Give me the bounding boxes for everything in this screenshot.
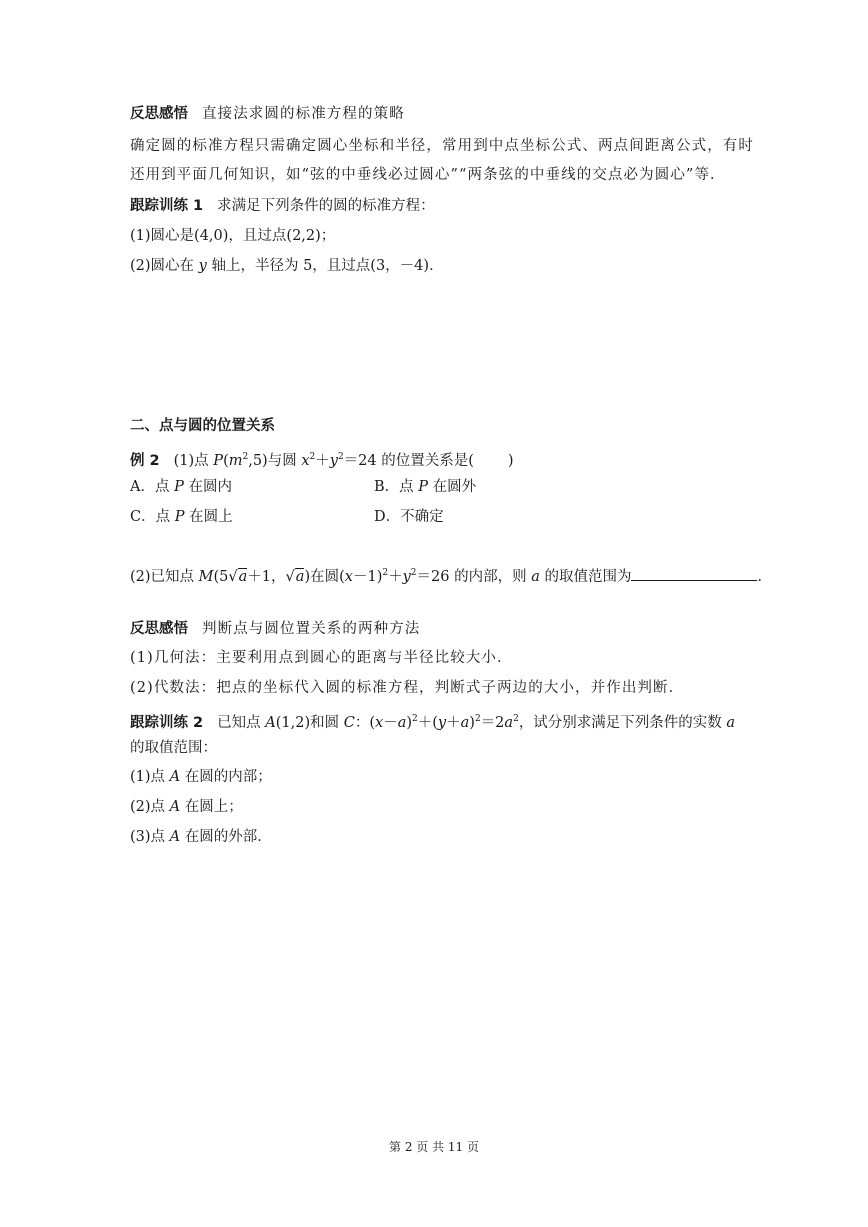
method-algebra: (2)代数法：把点的坐标代入圆的标准方程，判断式子两边的大小，并作出判断． [130, 680, 685, 696]
reflection-paragraph-line-1: 确定圆的标准方程只需确定圆心坐标和半径，常用到中点坐标公式、两点间距离公式，有时 [130, 138, 754, 154]
drill-1-item-2: (2)圆心在 y 轴上，半径为 5，且过点(3，－4)． [130, 258, 444, 274]
drill-2-cond-2: (2)点 A 在圆上； [130, 799, 243, 815]
drill-2-label: 跟踪训练 2 [130, 714, 204, 731]
drill-2-cond-1: (1)点 A 在圆的内部； [130, 769, 272, 785]
reflection-title: 反思感悟 [130, 106, 188, 122]
drill-2-line-2: 的取值范围： [130, 740, 217, 756]
answer-blank[interactable] [631, 566, 757, 581]
section-heading-point-circle: 二、点与圆的位置关系 [130, 418, 275, 434]
option-a: A．点 P 在圆内 [130, 479, 232, 495]
drill-1-item-1: (1)圆心是(4,0)，且过点(2,2)； [130, 228, 336, 244]
reflection-subtitle: 直接法求圆的标准方程的策略 [202, 106, 405, 122]
example-2-label: 例 2 [130, 452, 160, 469]
drill-2-line-1: 跟踪训练 2 已知点 A(1,2)和圆 C：$(x-a)^2+(y+a)^2=2a^2$，试分别求满足下列条件的实数 a [130, 714, 736, 731]
reflection-heading-1 [130, 104, 405, 124]
example-2-question-2: (2)已知点 M(5√a＋1，√a)在圆$(x-1)^2+y^2=26$ 的内部，则 a 的取值范围为 ． [130, 563, 772, 587]
reflection-title-2: 反思感悟 [130, 621, 188, 637]
reflection-subtitle-2: 判断点与圆位置关系的两种方法 [202, 621, 421, 637]
page-footer: 第 2 页 共 11 页 [389, 1140, 479, 1154]
option-b: B．点 P 在圆外 [374, 479, 477, 495]
sqrt-symbol: √ [228, 568, 238, 585]
option-c: C．点 P 在圆上 [130, 509, 233, 525]
method-geometry: (1)几何法：主要利用点到圆心的距离与半径比较大小． [130, 650, 513, 666]
reflection-heading-2 [130, 619, 420, 639]
drill-1-text: 求满足下列条件的圆的标准方程： [217, 198, 435, 214]
example-2-question-1: 例 2 (1)点 $P(m^2,5)$与圆 $x^2+y^2=24$ 的位置关系是( ) [130, 452, 514, 469]
reflection-paragraph-line-2: 还用到平面几何知识，如“弦的中垂线必过圆心”“两条弦的中垂线的交点必为圆心”等． [130, 167, 726, 183]
drill-1-label: 跟踪训练 1 [130, 198, 204, 214]
drill-2-cond-3: (3)点 A 在圆的外部． [130, 829, 272, 845]
option-d: D．不确定 [374, 509, 444, 525]
drill-1 [130, 196, 435, 216]
sqrt-symbol: √ [285, 568, 295, 585]
